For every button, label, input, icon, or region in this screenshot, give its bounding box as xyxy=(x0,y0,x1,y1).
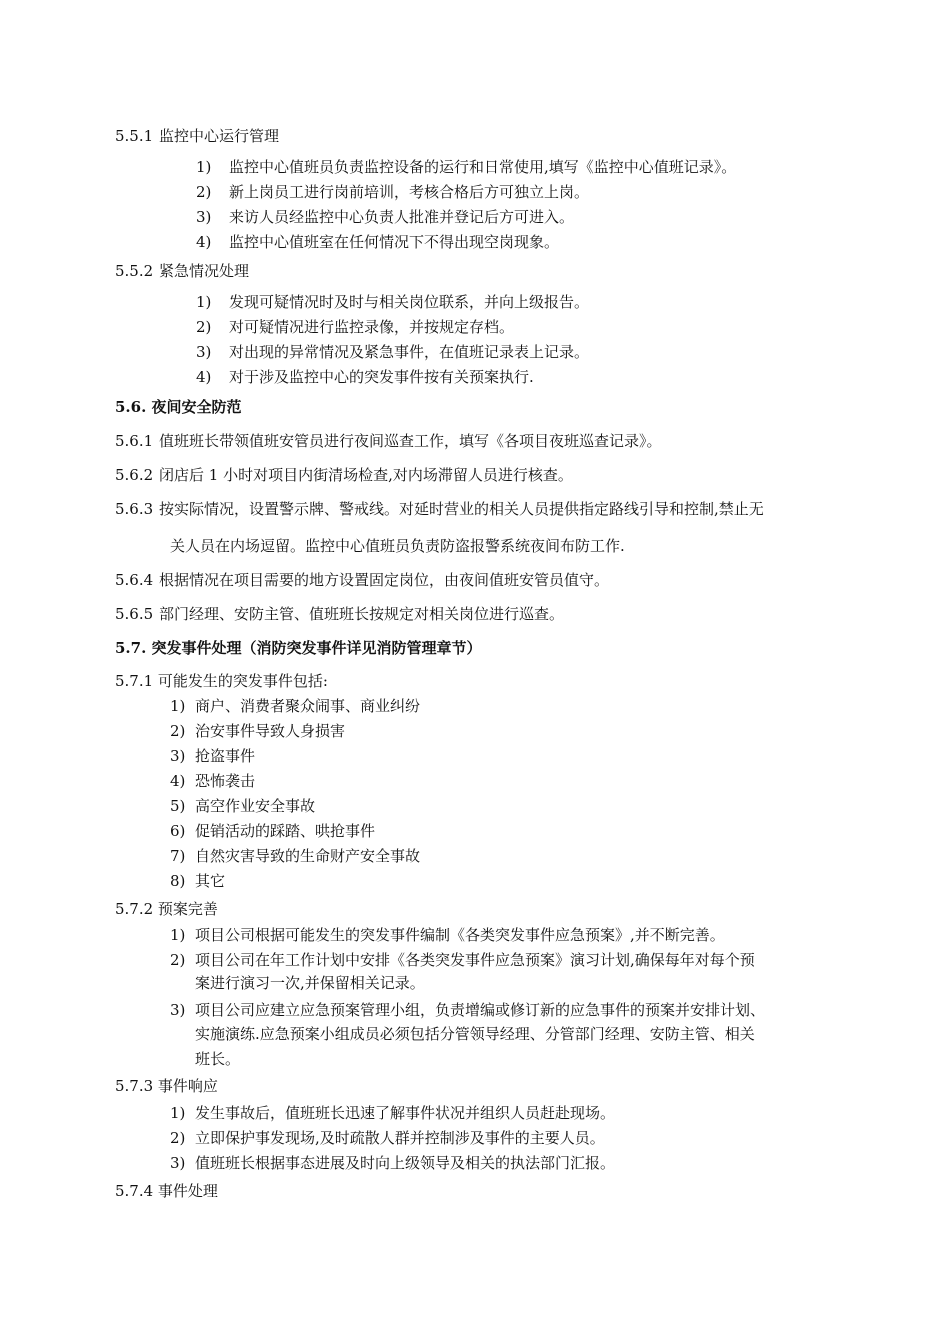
list-item xyxy=(196,182,589,202)
item-number: 3) xyxy=(170,1001,186,1019)
list-item xyxy=(115,570,609,590)
list-item xyxy=(170,1128,605,1148)
item-number: 6) xyxy=(170,822,186,840)
subsection-title-5-7-2: 5.7.2 预案完善 xyxy=(115,900,218,918)
subsection-title-5-7-4: 5.7.4 事件处理 xyxy=(115,1182,218,1200)
item-continuation: 案进行演习一次,并保留相关记录。 xyxy=(195,974,425,992)
item-number: 4) xyxy=(196,233,212,251)
item-number: 3) xyxy=(196,208,212,226)
item-number: 4) xyxy=(170,772,186,790)
item-number: 5.6.4 xyxy=(115,571,154,589)
subsection-title-5-7-3: 5.7.3 事件响应 xyxy=(115,1077,218,1095)
item-text: 按实际情况，设置警示牌、警戒线。对延时营业的相关人员提供指定路线引导和控制,禁止无 xyxy=(159,500,764,518)
list-item xyxy=(170,1103,615,1123)
item-number: 5.6.5 xyxy=(115,605,154,623)
subsection-title-5-7-1: 5.7.1 可能发生的突发事件包括: xyxy=(115,672,328,690)
list-item xyxy=(170,925,725,945)
item-number: 3) xyxy=(170,747,186,765)
list-item xyxy=(170,696,420,716)
list-item xyxy=(196,317,514,337)
item-number: 3) xyxy=(196,343,212,361)
item-number: 3) xyxy=(170,1154,186,1172)
item-number: 5.6.2 xyxy=(115,466,154,484)
item-text: 来访人员经监控中心负责人批准并登记后方可进入。 xyxy=(229,208,575,226)
section-heading-5-6: 5.6. 夜间安全防范 xyxy=(115,398,242,416)
list-item xyxy=(196,157,736,177)
item-text: 对于涉及监控中心的突发事件按有关预案执行. xyxy=(229,368,534,386)
list-item xyxy=(170,1153,615,1173)
list-item xyxy=(196,292,589,312)
item-text: 发现可疑情况时及时与相关岗位联系，并向上级报告。 xyxy=(229,293,590,311)
item-text: 自然灾害导致的生命财产安全事故 xyxy=(195,847,421,865)
list-item xyxy=(115,431,662,451)
section-title: 紧急情况处理 xyxy=(159,262,250,280)
list-item xyxy=(170,1000,765,1020)
item-text: 恐怖袭击 xyxy=(195,772,256,790)
item-text: 项目公司应建立应急预案管理小组，负责增编或修订新的应急事件的预案并安排计划、 xyxy=(195,1001,766,1019)
item-text: 项目公司在年工作计划中安排《各类突发事件应急预案》演习计划,确保每年对每个预 xyxy=(195,951,755,969)
item-text: 其它 xyxy=(195,872,226,890)
list-item xyxy=(170,771,255,791)
section-heading-5-5-1 xyxy=(115,126,279,146)
item-text: 高空作业安全事故 xyxy=(195,797,316,815)
item-text: 值班班长带领值班安管员进行夜间巡查工作，填写《各项目夜班巡查记录》。 xyxy=(159,432,662,450)
item-text: 部门经理、安防主管、值班班长按规定对相关岗位进行巡查。 xyxy=(159,605,565,623)
section-number: 5.5.1 xyxy=(115,127,154,145)
item-number: 5.6.1 xyxy=(115,432,154,450)
item-number: 1) xyxy=(170,697,186,715)
list-item xyxy=(115,499,764,519)
item-text: 治安事件导致人身损害 xyxy=(195,722,346,740)
item-text: 发生事故后，值班班长迅速了解事件状况并组织人员赶赴现场。 xyxy=(195,1104,616,1122)
list-item xyxy=(170,950,755,970)
item-number: 2) xyxy=(170,951,186,969)
list-item xyxy=(170,846,420,866)
item-number: 1) xyxy=(170,1104,186,1122)
item-number: 1) xyxy=(196,158,212,176)
item-number: 2) xyxy=(170,1129,186,1147)
item-number: 5) xyxy=(170,797,186,815)
item-continuation: 关人员在内场逗留。监控中心值班员负责防盗报警系统夜间布防工作. xyxy=(170,537,625,555)
item-number: 5.6.3 xyxy=(115,500,154,518)
item-number: 7) xyxy=(170,847,186,865)
item-number: 1) xyxy=(170,926,186,944)
item-text: 抢盗事件 xyxy=(195,747,256,765)
list-item xyxy=(196,342,589,362)
list-item xyxy=(170,871,225,891)
item-continuation: 实施演练.应急预案小组成员必须包括分管领导经理、分管部门经理、安防主管、相关 xyxy=(195,1025,755,1043)
list-item xyxy=(196,367,534,387)
item-text: 根据情况在项目需要的地方设置固定岗位，由夜间值班安管员值守。 xyxy=(159,571,610,589)
section-number: 5.5.2 xyxy=(115,262,154,280)
item-number: 2) xyxy=(196,183,212,201)
item-continuation: 班长。 xyxy=(195,1050,241,1068)
section-heading-5-7: 5.7. 突发事件处理（消防突发事件详见消防管理章节） xyxy=(115,639,482,657)
section-title: 监控中心运行管理 xyxy=(159,127,280,145)
item-text: 促销活动的踩踏、哄抢事件 xyxy=(195,822,376,840)
item-text: 闭店后 1 小时对项目内街清场检查,对内场滞留人员进行核查。 xyxy=(159,466,573,484)
item-number: 8) xyxy=(170,872,186,890)
item-number: 2) xyxy=(196,318,212,336)
list-item xyxy=(170,796,315,816)
list-item xyxy=(196,232,559,252)
item-text: 监控中心值班员负责监控设备的运行和日常使用,填写《监控中心值班记录》。 xyxy=(229,158,737,176)
item-text: 对可疑情况进行监控录像，并按规定存档。 xyxy=(229,318,515,336)
item-text: 监控中心值班室在任何情况下不得出现空岗现象。 xyxy=(229,233,560,251)
list-item xyxy=(170,821,375,841)
item-number: 4) xyxy=(196,368,212,386)
item-text: 商户、消费者聚众闹事、商业纠纷 xyxy=(195,697,421,715)
section-heading-5-5-2 xyxy=(115,261,249,281)
item-number: 1) xyxy=(196,293,212,311)
item-text: 立即保护事发现场,及时疏散人群并控制涉及事件的主要人员。 xyxy=(195,1129,605,1147)
item-text: 值班班长根据事态进展及时向上级领导及相关的执法部门汇报。 xyxy=(195,1154,616,1172)
list-item xyxy=(170,746,255,766)
item-text: 项目公司根据可能发生的突发事件编制《各类突发事件应急预案》,并不断完善。 xyxy=(195,926,725,944)
item-number: 2) xyxy=(170,722,186,740)
list-item xyxy=(115,465,573,485)
list-item xyxy=(196,207,574,227)
item-text: 新上岗员工进行岗前培训，考核合格后方可独立上岗。 xyxy=(229,183,590,201)
item-text: 对出现的异常情况及紧急事件，在值班记录表上记录。 xyxy=(229,343,590,361)
list-item xyxy=(170,721,345,741)
list-item xyxy=(115,604,564,624)
